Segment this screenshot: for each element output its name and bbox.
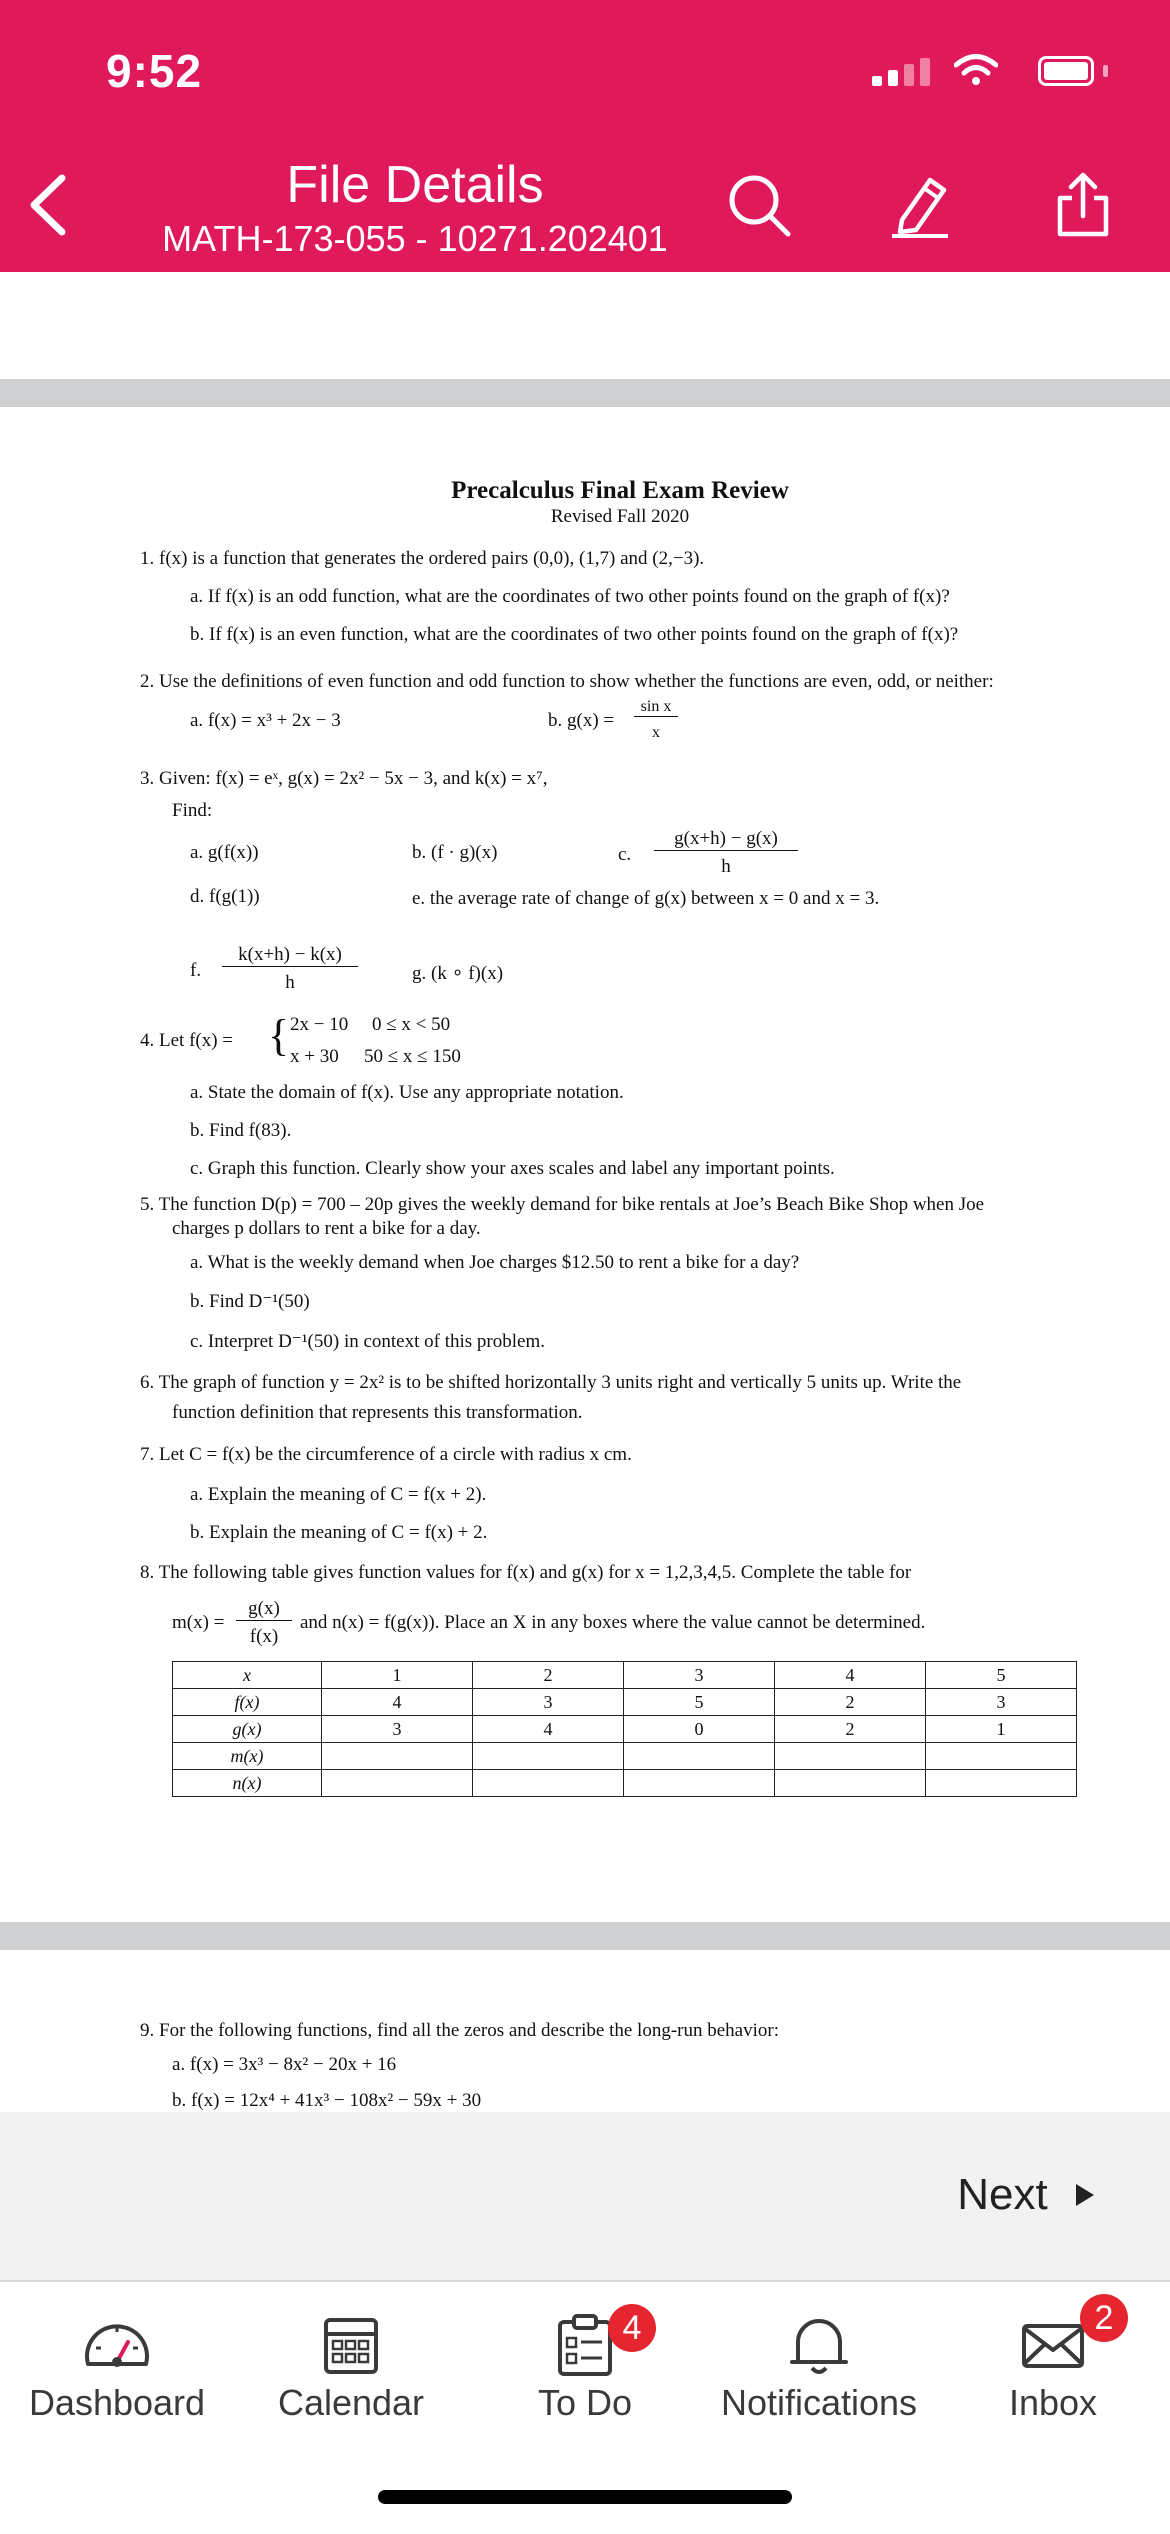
next-label: Next bbox=[957, 2170, 1048, 2219]
table-cell bbox=[926, 1743, 1077, 1770]
table-cell: 5 bbox=[624, 1689, 775, 1716]
tab-dashboard[interactable] bbox=[0, 2282, 234, 2482]
table-cell: 4 bbox=[322, 1689, 473, 1716]
question-2b: b. g(x) = bbox=[548, 710, 615, 731]
doc-title: Precalculus Final Exam Review bbox=[451, 477, 789, 504]
top-header bbox=[0, 0, 1170, 272]
tab-label: Dashboard bbox=[28, 2382, 206, 2423]
todo-badge: 4 bbox=[608, 2304, 656, 2352]
document-viewer[interactable] bbox=[0, 272, 1170, 2112]
question-5-cont: charges p dollars to rent a bike for a day. bbox=[172, 1218, 481, 1239]
tab-label: Calendar bbox=[277, 2382, 425, 2423]
question-7b: b. Explain the meaning of C = f(x) + 2. bbox=[190, 1522, 488, 1543]
row-label: x bbox=[173, 1662, 322, 1689]
question-8: 8. The following table gives function values for f(x) and g(x) for x = 1,2,3,4,5. Complete the table for bbox=[140, 1562, 912, 1583]
question-9a: a. f(x) = 3x³ − 8x² − 20x + 16 bbox=[172, 2054, 397, 2075]
question-6: 6. The graph of function y = 2x² is to be shifted horizontally 3 units right and vertically 5 units up. Write the bbox=[140, 1372, 962, 1393]
table-row bbox=[173, 1743, 1077, 1770]
table-cell: 3 bbox=[624, 1662, 775, 1689]
question-5c: c. Interpret D⁻¹(50) in context of this problem. bbox=[190, 1331, 545, 1352]
table-cell bbox=[624, 1743, 775, 1770]
signal-bar-1 bbox=[872, 76, 882, 86]
table-cell: 2 bbox=[775, 1716, 926, 1743]
table-cell: 4 bbox=[775, 1662, 926, 1689]
battery-icon bbox=[1038, 56, 1094, 86]
question-3e: e. the average rate of change of g(x) between x = 0 and x = 3. bbox=[412, 888, 880, 909]
question-2b-numerator: sin x bbox=[634, 698, 678, 717]
question-4b: b. Find f(83). bbox=[190, 1120, 292, 1141]
table-cell: 0 bbox=[624, 1716, 775, 1743]
question-3c-numerator: g(x+h) − g(x) bbox=[654, 828, 798, 851]
row-label: n(x) bbox=[173, 1770, 322, 1797]
question-5b: b. Find D⁻¹(50) bbox=[190, 1291, 310, 1312]
question-3g: g. (k ∘ f)(x) bbox=[412, 963, 504, 984]
table-cell bbox=[322, 1743, 473, 1770]
question-2: 2. Use the definitions of even function and odd function to show whether the functions are even, odd, or neither: bbox=[140, 671, 994, 692]
dashboard-icon bbox=[82, 2310, 152, 2380]
share-icon[interactable] bbox=[1050, 172, 1116, 238]
table-cell bbox=[473, 1770, 624, 1797]
page-title: File Details bbox=[286, 156, 544, 214]
question-3c-label: c. bbox=[618, 844, 632, 865]
question-4-case2-cond: 50 ≤ x ≤ 150 bbox=[364, 1046, 461, 1067]
table-cell bbox=[775, 1743, 926, 1770]
row-label: g(x) bbox=[173, 1716, 322, 1743]
question-8-m-label: m(x) = bbox=[172, 1612, 225, 1633]
mail-icon bbox=[1018, 2310, 1088, 2380]
status-icons bbox=[872, 54, 1108, 86]
bell-icon bbox=[784, 2310, 854, 2380]
question-4a: a. State the domain of f(x). Use any appropriate notation. bbox=[190, 1082, 624, 1103]
signal-bar-3 bbox=[904, 64, 914, 86]
inbox-badge: 2 bbox=[1080, 2294, 1128, 2342]
tab-todo[interactable] bbox=[468, 2282, 702, 2482]
calendar-icon bbox=[316, 2310, 386, 2380]
tab-notifications[interactable] bbox=[702, 2282, 936, 2482]
tab-label: Notifications bbox=[720, 2382, 918, 2423]
question-4c: c. Graph this function. Clearly show your axes scales and label any important points. bbox=[190, 1158, 835, 1179]
next-button[interactable] bbox=[957, 2170, 1098, 2220]
status-time: 9:52 bbox=[106, 45, 203, 97]
table-cell: 2 bbox=[775, 1689, 926, 1716]
table-row bbox=[173, 1662, 1077, 1689]
question-3: 3. Given: f(x) = eˣ, g(x) = 2x² − 5x − 3, and k(x) = x⁷, bbox=[140, 768, 548, 789]
table-cell: 1 bbox=[322, 1662, 473, 1689]
question-3d: d. f(g(1)) bbox=[190, 886, 260, 907]
table-cell: 3 bbox=[926, 1689, 1077, 1716]
question-8-denominator: f(x) bbox=[249, 1626, 279, 1647]
question-7a: a. Explain the meaning of C = f(x + 2). bbox=[190, 1484, 487, 1505]
question-4: 4. Let f(x) = bbox=[140, 1030, 234, 1051]
question-4-case1-cond: 0 ≤ x < 50 bbox=[372, 1014, 451, 1035]
table-cell: 3 bbox=[473, 1689, 624, 1716]
question-3b: b. (f · g)(x) bbox=[412, 842, 498, 863]
doc-revised: Revised Fall 2020 bbox=[550, 506, 690, 527]
row-label: f(x) bbox=[173, 1689, 322, 1716]
question-8-rest: and n(x) = f(g(x)). Place an X in any boxes where the value cannot be determined. bbox=[300, 1612, 926, 1633]
annotate-pen-icon[interactable] bbox=[888, 172, 954, 238]
table-cell: 4 bbox=[473, 1716, 624, 1743]
table-cell bbox=[322, 1770, 473, 1797]
play-right-icon bbox=[1072, 2181, 1098, 2209]
question-9: 9. For the following functions, find all the zeros and describe the long-run behavior: bbox=[140, 2020, 779, 2041]
question-4-case1-expr: 2x − 10 bbox=[290, 1014, 349, 1035]
tab-label: Inbox bbox=[1008, 2382, 1098, 2423]
question-8-numerator: g(x) bbox=[236, 1598, 292, 1621]
search-icon[interactable] bbox=[726, 172, 792, 238]
question-3c-denominator: h bbox=[721, 856, 731, 877]
table-cell: 2 bbox=[473, 1662, 624, 1689]
question-3-find: Find: bbox=[172, 800, 213, 821]
back-chevron-icon[interactable] bbox=[20, 170, 80, 240]
tab-label: To Do bbox=[537, 2382, 633, 2423]
question-7: 7. Let C = f(x) be the circumference of a circle with radius x cm. bbox=[140, 1444, 632, 1465]
question-1a: a. If f(x) is an odd function, what are the coordinates of two other points found on the graph of f(x)? bbox=[190, 586, 950, 607]
question-3f-numerator: k(x+h) − k(x) bbox=[222, 944, 358, 967]
table-cell: 5 bbox=[926, 1662, 1077, 1689]
home-indicator bbox=[378, 2490, 792, 2504]
question-1b: b. If f(x) is an even function, what are the coordinates of two other points found on the graph of f(x)? bbox=[190, 624, 959, 645]
tab-calendar[interactable] bbox=[234, 2282, 468, 2482]
page-subtitle: MATH-173-055 - 10271.202401 bbox=[162, 218, 668, 259]
table-cell: 3 bbox=[322, 1716, 473, 1743]
table-row bbox=[173, 1770, 1077, 1797]
page-separator bbox=[0, 379, 1170, 407]
question-9b: b. f(x) = 12x⁴ + 41x³ − 108x² − 59x + 30 bbox=[172, 2090, 482, 2111]
signal-bar-2 bbox=[888, 70, 898, 86]
question-3f-label: f. bbox=[190, 960, 202, 981]
table-cell bbox=[775, 1770, 926, 1797]
table-row bbox=[173, 1689, 1077, 1716]
question-5: 5. The function D(p) = 700 – 20p gives the weekly demand for bike rentals at Joe’s Beach Bike Shop when Joe bbox=[140, 1194, 985, 1215]
table-cell bbox=[624, 1770, 775, 1797]
question-4-case2-expr: x + 30 bbox=[290, 1046, 339, 1067]
signal-bar-4 bbox=[920, 58, 930, 86]
question-5a: a. What is the weekly demand when Joe charges $12.50 to rent a bike for a day? bbox=[190, 1252, 800, 1273]
question-6-cont: function definition that represents this transformation. bbox=[172, 1402, 583, 1423]
question-3a: a. g(f(x)) bbox=[190, 842, 259, 863]
question-3f-denominator: h bbox=[285, 972, 295, 993]
table-cell: 1 bbox=[926, 1716, 1077, 1743]
function-values-table bbox=[172, 1661, 1077, 1797]
question-1: 1. f(x) is a function that generates the ordered pairs (0,0), (1,7) and (2,−3). bbox=[140, 548, 705, 569]
wifi-icon bbox=[954, 54, 998, 86]
table-cell bbox=[473, 1743, 624, 1770]
tab-inbox[interactable] bbox=[936, 2282, 1170, 2482]
question-4-brace: { bbox=[268, 1011, 290, 1060]
table-cell bbox=[926, 1770, 1077, 1797]
page-separator bbox=[0, 1922, 1170, 1950]
question-2a: a. f(x) = x³ + 2x − 3 bbox=[190, 710, 341, 731]
table-row bbox=[173, 1716, 1077, 1743]
question-2b-denominator: x bbox=[652, 724, 660, 741]
row-label: m(x) bbox=[173, 1743, 322, 1770]
battery-tip bbox=[1103, 65, 1108, 77]
